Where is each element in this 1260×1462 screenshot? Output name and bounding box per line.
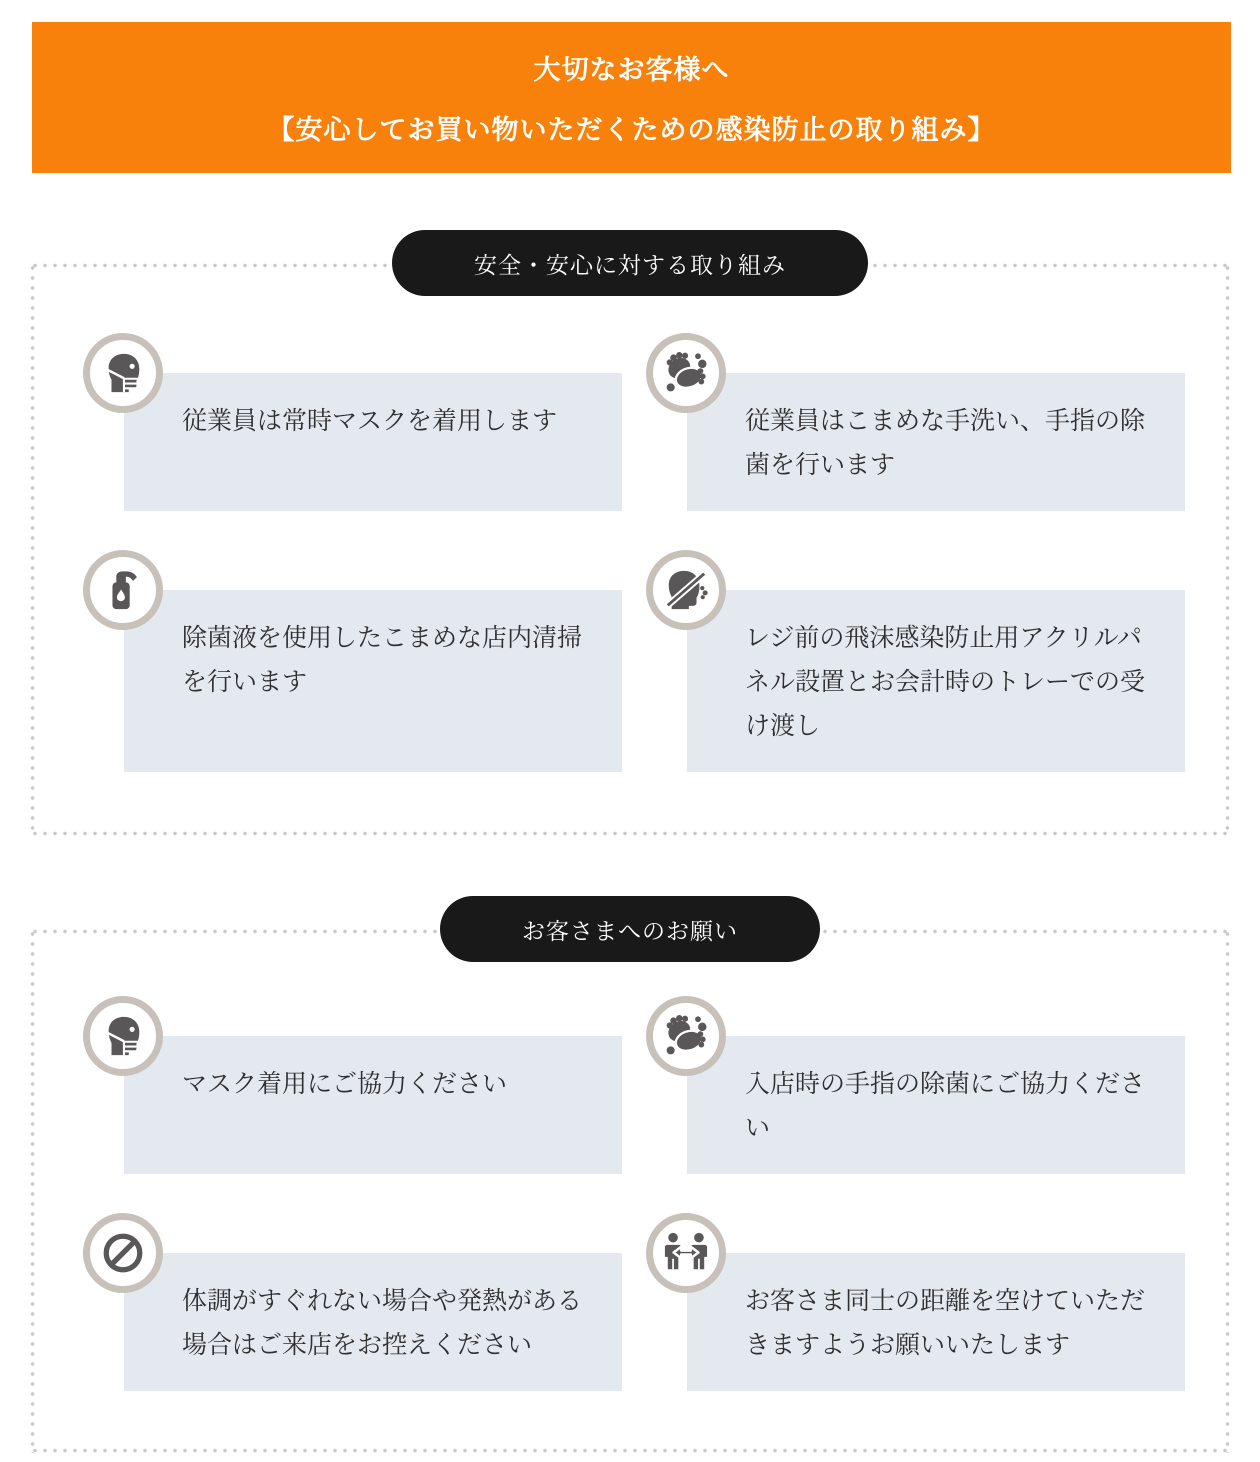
banner-title: 大切なお客様へ [533,55,730,85]
section-title-pill [392,230,868,296]
no-entry-icon [83,1213,163,1293]
social-distance-icon [646,1213,726,1293]
measure-text: 除菌液を使用したこまめな店内清掃を行います [182,624,583,696]
request-text: 体調がすぐれない場合や発熱がある場合はご来店をお控えください [182,1287,583,1359]
measure-item-mask [124,373,622,511]
section-customer-requests [30,917,1230,1453]
section-safety-measures [30,251,1230,836]
section-title: 安全・安心に対する取り組み [474,251,786,278]
measure-text: 従業員はこまめな手洗い、手指の除菌を行います [745,407,1146,479]
request-text: 入店時の手指の除菌にご協力ください [745,1070,1146,1142]
hand-wash-icon [646,333,726,413]
notice-page [0,22,1260,1453]
measure-text: レジ前の飛沫感染防止用アクリルパネル設置とお会計時のトレーでの受け渡し [745,624,1146,740]
notice-banner [32,22,1231,173]
sanitizer-bottle-icon [83,550,163,630]
mask-face-icon [83,333,163,413]
request-item-mask [124,1036,622,1174]
measure-item-cleaning [124,590,622,772]
measure-text: 従業員は常時マスクを着用します [182,407,558,435]
banner-subtitle: 【安心してお買い物いただくための感染防止の取り組み】 [267,115,996,145]
droplet-barrier-icon [646,550,726,630]
mask-face-icon [83,996,163,1076]
request-text: お客さま同士の距離を空けていただきますようお願いいたします [745,1287,1146,1359]
hand-wash-icon [646,996,726,1076]
measure-grid [124,373,1185,772]
request-item-distance [687,1253,1185,1391]
measure-item-handwash [687,373,1185,511]
request-grid [124,1036,1185,1391]
section-title-pill [440,896,820,962]
section-title: お客さまへのお願い [522,917,738,944]
measure-item-panel [687,590,1185,772]
request-item-sanitize [687,1036,1185,1174]
request-text: マスク着用にご協力ください [182,1070,508,1098]
request-item-stayhome [124,1253,622,1391]
